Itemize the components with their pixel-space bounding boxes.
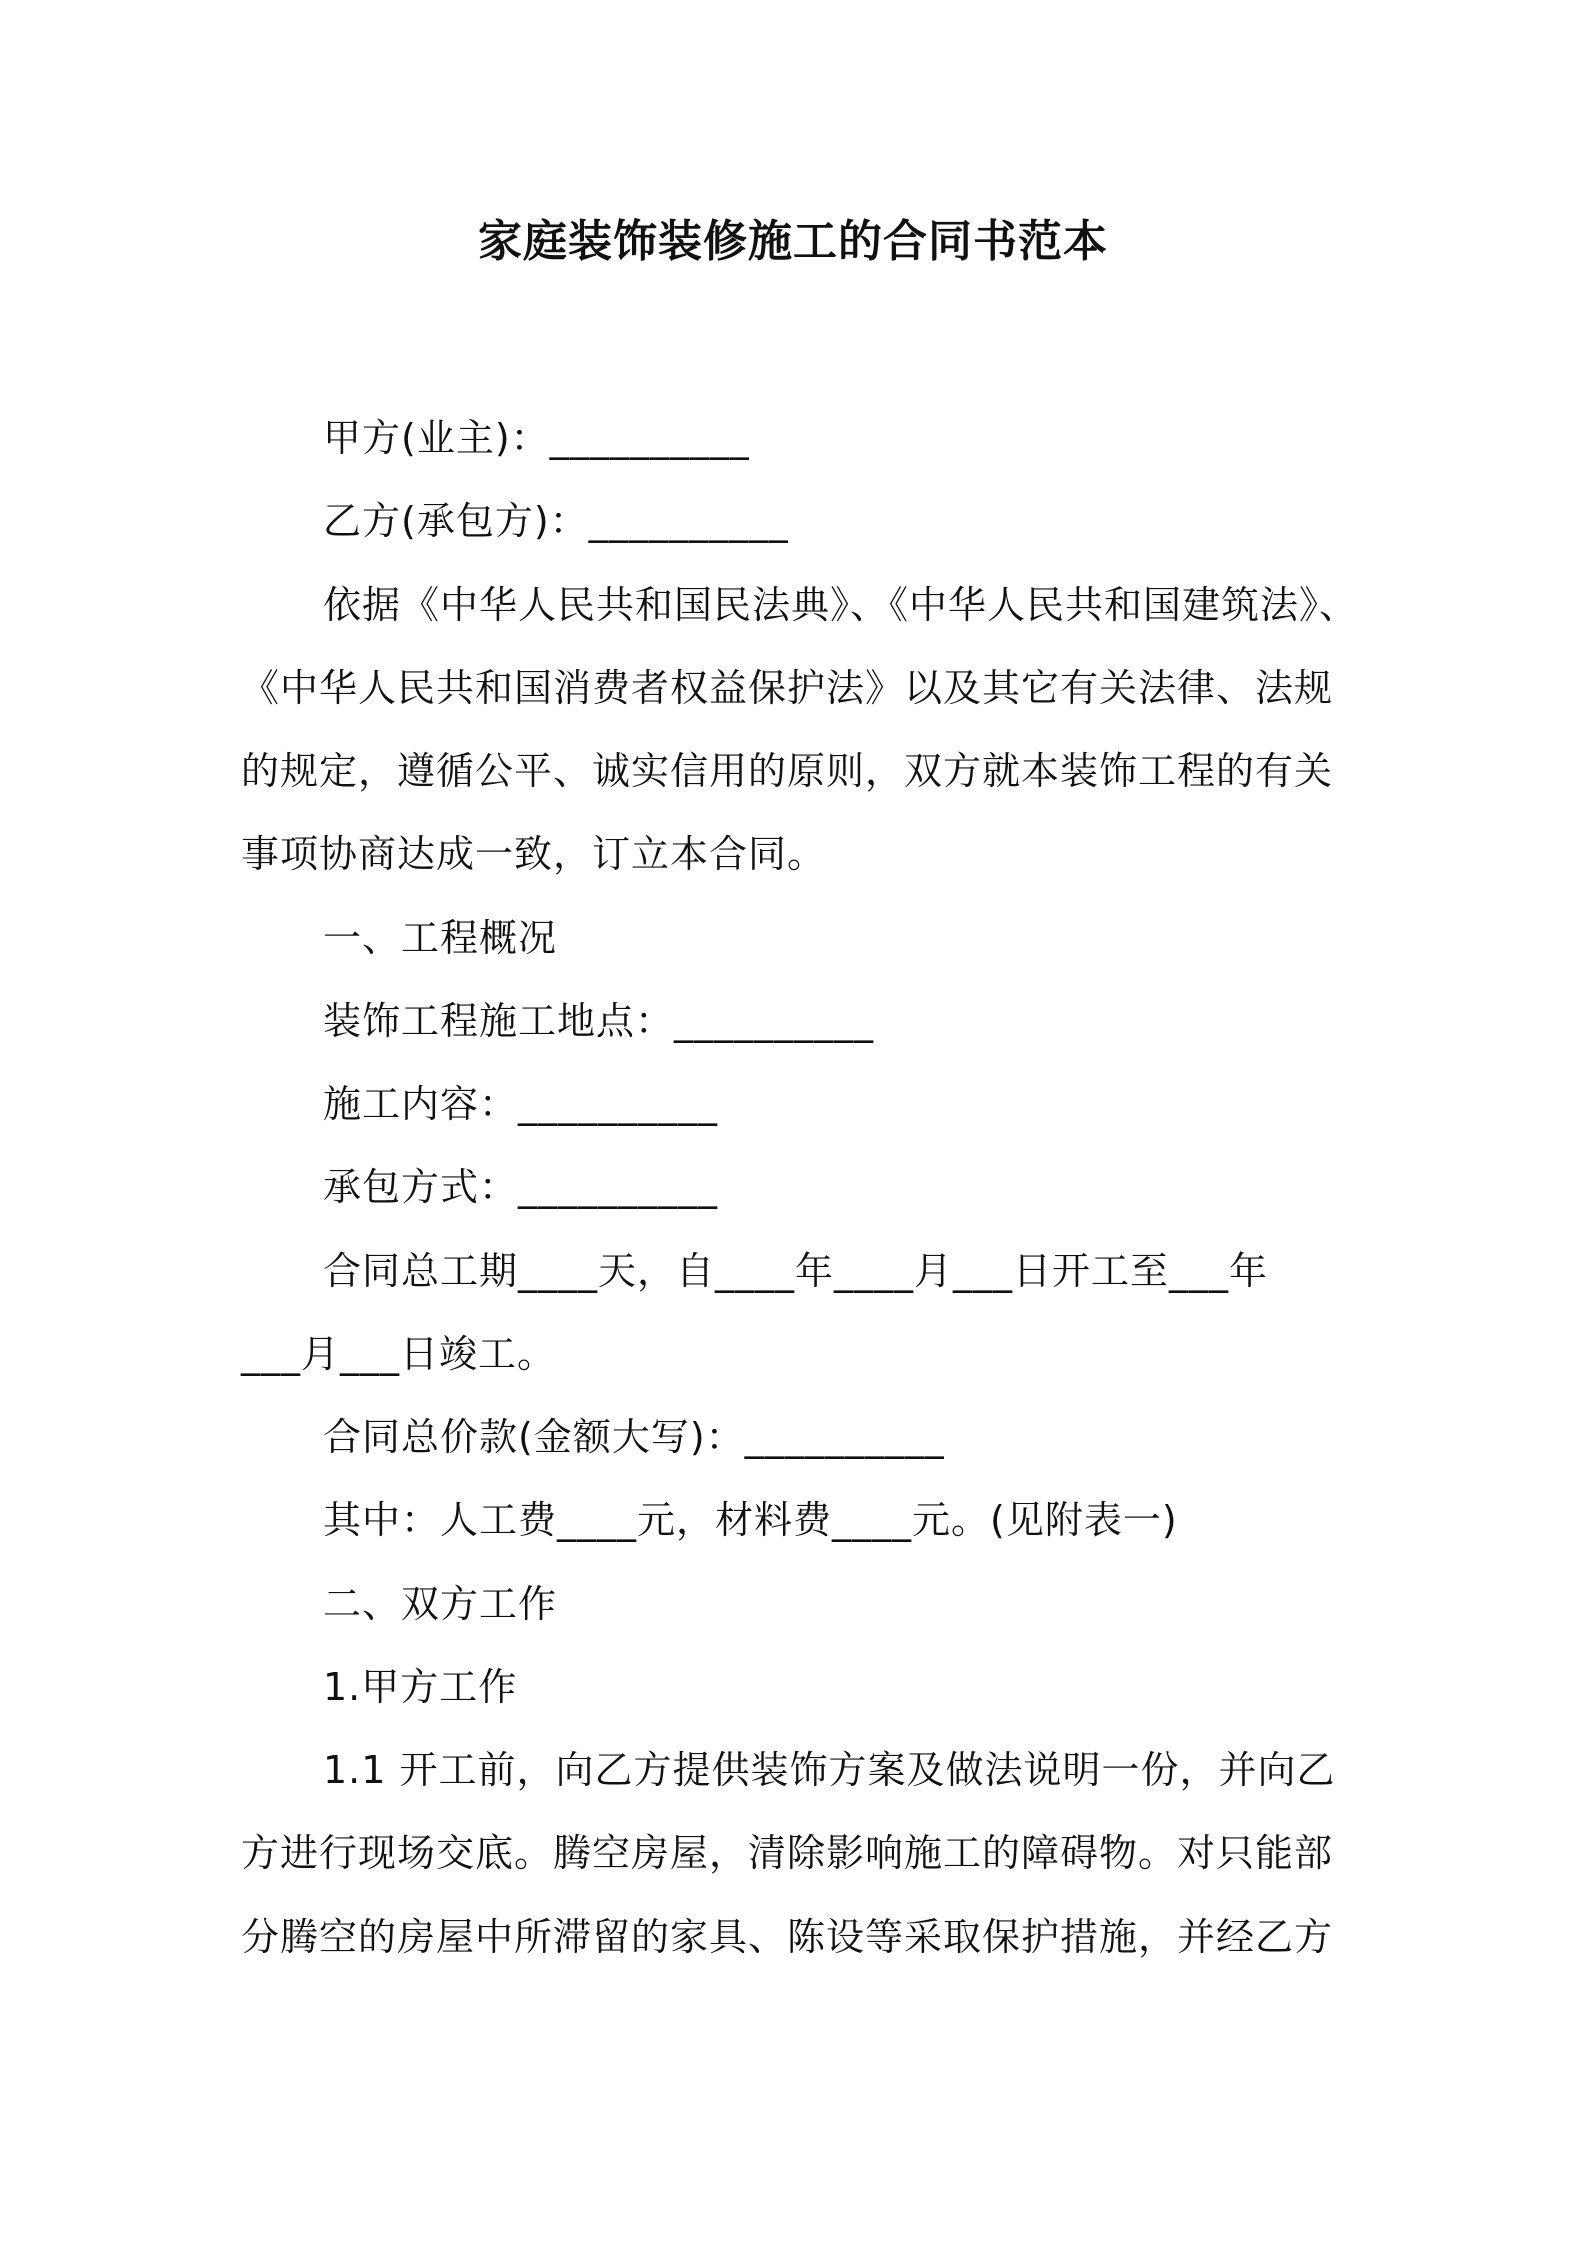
document-title: 家庭装饰装修施工的合同书范本: [478, 216, 1108, 267]
clause-1-1-line-3: 分腾空的房屋中所滞留的家具、陈设等采取保护措施，并经乙方: [241, 1915, 1334, 1959]
content-line: 施工内容：__________: [323, 1082, 719, 1126]
contract-method-line: 承包方式：__________: [323, 1165, 719, 1209]
section-heading-1: 一、工程概况: [323, 916, 558, 960]
preamble-line-3: 的规定，遵循公平、诚实信用的原则，双方就本装饰工程的有关: [241, 749, 1334, 793]
preamble-line-2: 《中华人民共和国消费者权益保护法》以及其它有关法律、法规: [241, 666, 1334, 710]
total-price-line: 合同总价款(金额大写)：__________: [323, 1415, 945, 1459]
preamble-line-1: 依据《中华人民共和国民法典》、《中华人民共和国建筑法》、: [323, 583, 1359, 627]
clause-1-1-line-1: 1.1 开工前，向乙方提供装饰方案及做法说明一份，并向乙: [323, 1748, 1336, 1792]
party-a-line: 甲方(业主)：__________: [323, 416, 750, 460]
duration-line-2: ___月___日竣工。: [241, 1332, 557, 1376]
preamble-line-4: 事项协商达成一致，订立本合同。: [241, 832, 827, 876]
location-line: 装饰工程施工地点：__________: [323, 999, 875, 1043]
cost-breakdown-line: 其中：人工费____元，材料费____元。(见附表一): [323, 1498, 1178, 1542]
section-heading-2: 二、双方工作: [323, 1582, 558, 1626]
clause-1-1-line-2: 方进行现场交底。腾空房屋，清除影响施工的障碍物。对只能部: [241, 1831, 1334, 1875]
subsection-heading-1: 1.甲方工作: [323, 1665, 518, 1709]
party-b-line: 乙方(承包方)：__________: [323, 499, 789, 543]
duration-line-1: 合同总工期____天，自____年____月___日开工至___年: [323, 1249, 1269, 1293]
